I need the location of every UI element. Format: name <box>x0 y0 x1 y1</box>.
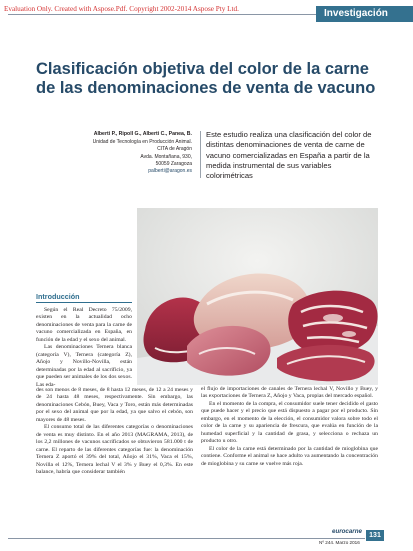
beef-cuts-photo <box>137 208 378 385</box>
footer-rule <box>8 538 365 539</box>
issue-info: Nº 244. Marzo 2016 <box>319 540 360 545</box>
author-street: Avda. Montañana, 930, <box>140 153 192 160</box>
magazine-name: eurocarne <box>332 528 362 535</box>
intro-column-top <box>36 307 132 389</box>
body-paragraph: des son menos de 8 meses, de 8 hasta 12 meses, de 12 a 24 meses y de 24 hasta 48 meses, respectivamente. Sin embargo, las denominaciones Cebón, Buey, Vaca y Toro, están más determinadas por el sexo del animal que por la edad, ya que salvo el cebón, son mayores de 48 meses. <box>36 387 193 423</box>
author-names: Alberti P., Ripoll G., Alberti C., Panea, B. <box>93 131 192 137</box>
section-label: Investigación <box>316 6 413 22</box>
header-rule <box>8 14 316 15</box>
body-paragraph: En el momento de la compra, el consumidor suele tener decidido el gasto que puede hacer y el precio que está dispuesto a pagar por el producto. Sin embargo, en el momento de la elección, el consumidor valora sobre todo el color de la carne y su apariencia de frescura, que evalúa en función de la humedad superficial y la cantidad de grasa, y selecciona o rechaza un producto u otro. <box>201 400 378 445</box>
body-paragraph: Las denominaciones Ternera blanca (categoría V), Ternera (categoría Z), Añojo y Novillo-Novilla, están determinadas por la edad al sacrificio, ya que pueden ser animales de los dos sexos. Las eda- <box>36 344 132 388</box>
author-city: 50059 Zaragoza <box>155 160 192 167</box>
author-email-link[interactable]: palberti@aragon.es <box>148 168 192 175</box>
abstract-text: Este estudio realiza una clasificación del color de distintas denominaciones de venta de carne de vacuno comercializadas en España a partir de la medida instrumental de sus variables colorimétricas <box>206 130 372 181</box>
intro-column-bottom <box>36 387 193 476</box>
section-heading-introduction: Introducción <box>36 292 132 303</box>
body-paragraph: el flujo de importaciones de canales de Ternera lechal V, Novillo y Buey, y las exportaciones de Ternera Z, Añojo y Vaca, propias del mercado español. <box>201 386 378 400</box>
author-institution: CITA de Aragón <box>157 146 192 153</box>
author-unit: Unidad de Tecnología en Producción Animal. <box>92 139 192 146</box>
article-title: Clasificación objetiva del color de la carne de las denominaciones de venta de vacuno <box>36 60 376 97</box>
author-block <box>40 131 192 175</box>
page-number: 131 <box>366 530 384 541</box>
body-paragraph: Según el Real Decreto 75/2009, existen en la actualidad ocho denominaciones de venta para la carne de vacuno comercializada en España, en función de la edad y el sexo del animal. <box>36 307 132 343</box>
body-column-right <box>201 386 378 468</box>
body-paragraph: El color de la carne está determinado por la cantidad de mioglobina que contiene. Conforme el animal se hace adulto va aumentando la concentración de mioglobina y su carne se vuelve más roja. <box>201 445 378 467</box>
abstract-divider <box>200 131 201 178</box>
body-paragraph: El consumo total de las diferentes categorías o denominaciones de venta es muy distinto. En el año 2013 (MAGRAMA, 2013), de los 2,2 millones de vacunos sacrificados se obtuvieron 581.000 t de carne. El reparto de las diferentes categorías fue: la denominación Ternera Z aportó el 39% del total, Añojo el 31%, Vaca el 15%, Novilla el 12%, Ternera lechal V el 3% y Buey el 0,3%. En este balance, habría que considerar también <box>36 424 193 475</box>
evaluation-watermark: Evaluation Only. Created with Aspose.Pdf. Copyright 2002-2014 Aspose Pty Ltd. <box>4 5 239 13</box>
